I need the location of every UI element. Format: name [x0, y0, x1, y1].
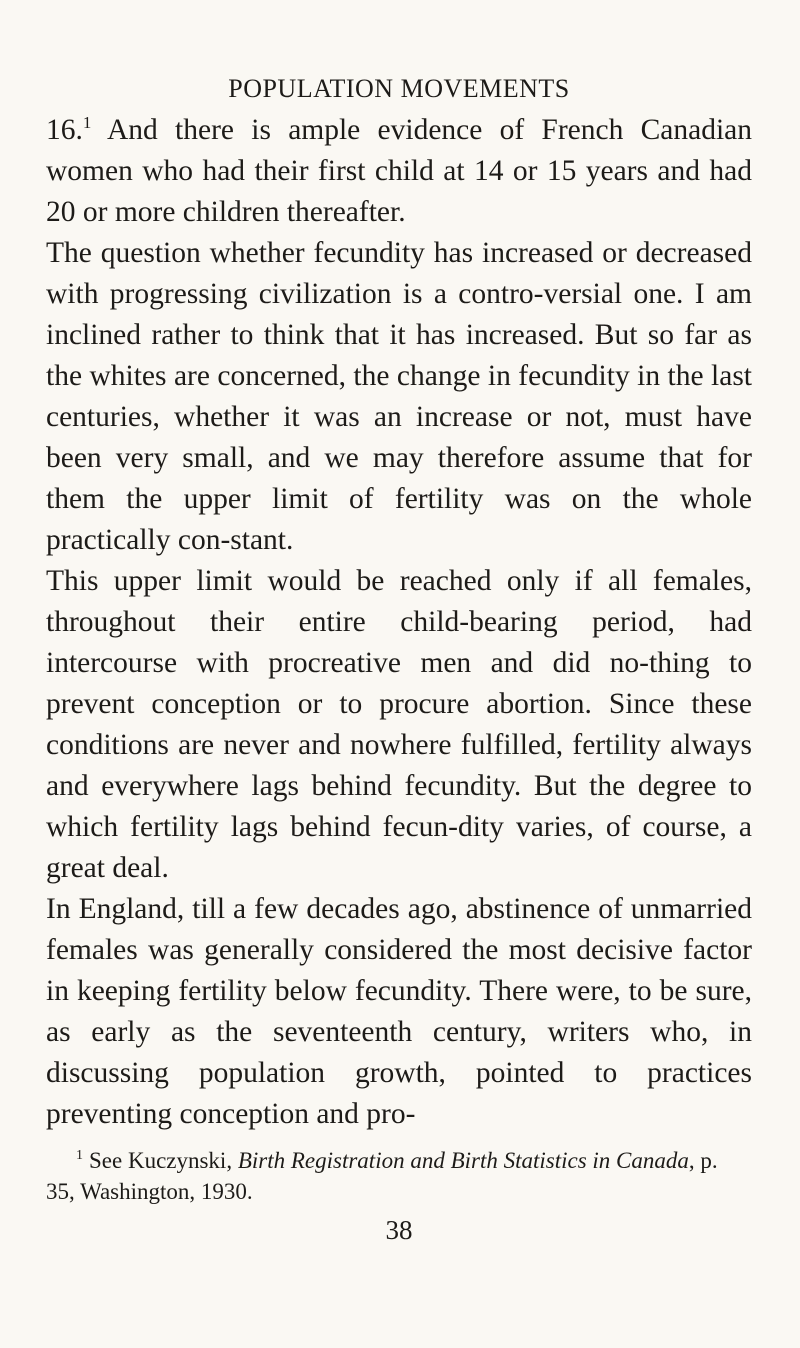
paragraph-fecundity: The question whether fecundity has increased or decreased with progressing civilization is a contro-versial one. I am inclined rather to think that it has increased. But so far as the whites are concerned, the change in fecundity in the last centuries, whether it was an increase or not, must have been very small, and we may therefore assume that for them the upper limit of fertility was on the whole practically con-stant. — [46, 237, 752, 556]
paragraph-upper-limit: This upper limit would be reached only if all females, throughout their entire child-bearing period, had intercourse with procreative men and did no-thing to prevent conception or to procure abortion. Since these conditions are never and nowhere fulfilled, fertility always and everywhere lags behind fecundity. But the degree to which fertility lags behind fecun-dity varies, of course, a great deal. — [46, 565, 752, 884]
book-page — [46, 72, 752, 1247]
footnote-title: Birth Registration and Birth Statistics in Canada — [237, 1148, 689, 1173]
footnote-text-before: See Kuczynski, — [89, 1148, 238, 1173]
page-number: 38 — [385, 1215, 413, 1245]
paragraph-lead: 16. — [46, 114, 83, 146]
footnote-reference: 1 — [82, 113, 92, 133]
paragraph-text: And there is ample evidence of French Canadian women who had their first child at 14 or 15 years and had 20 or more children thereafter. — [46, 114, 752, 228]
footnotes — [46, 1145, 752, 1207]
footnote — [46, 1145, 752, 1207]
running-head: POPULATION MOVEMENTS — [228, 74, 570, 103]
footnote-text-after: , p. 35, Washington, 1930. — [46, 1148, 718, 1204]
paragraph-continuation — [46, 110, 752, 233]
paragraph-england: In England, till a few decades ago, abstinence of unmarried females was generally considered the most decisive factor in keeping fertility below fecundity. There were, to be sure, as early as the seventeenth century, writers who, in discussing population growth, pointed to practices preventing conception and pro- — [46, 893, 752, 1130]
footnote-mark: 1 — [76, 1148, 83, 1164]
